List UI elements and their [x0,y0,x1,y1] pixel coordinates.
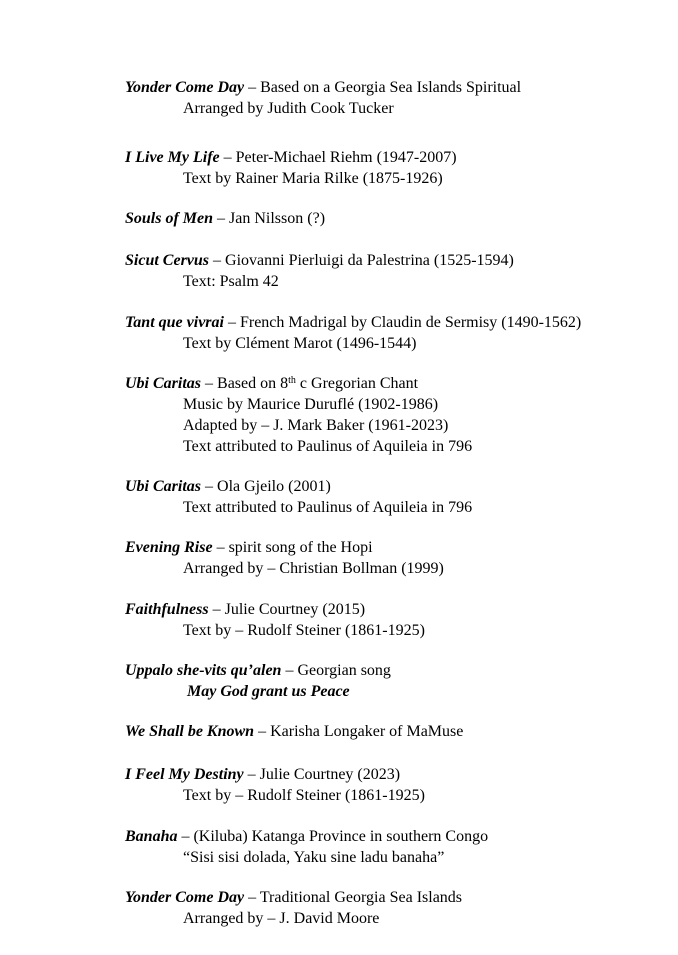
program-entry [125,537,665,579]
program-entry [125,208,665,229]
composer-info: – Jan Nilsson (?) [213,210,326,227]
entry-heading [125,77,665,98]
quote-line: “Sisi sisi dolada, Yaku sine ladu banaha” [183,849,445,866]
entry-heading [125,312,665,333]
program-entry [125,599,665,641]
credit-line: Arranged by – Christian Bollman (1999) [183,560,444,577]
piece-title: I Live My Life [125,149,220,166]
credit-line: Text by Rainer Maria Rilke (1875-1926) [183,170,443,187]
program-entry [125,312,665,354]
composer-info: – Based on a Georgia Sea Islands Spiritual [244,79,522,96]
program-entry [125,476,665,518]
piece-title: Banaha [125,828,178,845]
piece-title: Yonder Come Day [125,889,245,906]
credit-line: Text by – Rudolf Steiner (1861-1925) [183,787,425,804]
entry-heading [125,887,665,908]
entry-heading [125,250,665,271]
credit-line: Adapted by – J. Mark Baker (1961-2023) [183,417,449,434]
piece-title: Evening Rise [125,539,213,556]
piece-title: Ubi Caritas [125,478,202,495]
entry-heading [125,373,665,394]
entry-heading [125,721,665,742]
entry-heading [125,764,665,785]
credit-line: Text attributed to Paulinus of Aquileia in 796 [183,438,473,455]
entry-heading [125,208,665,229]
entry-heading [125,537,665,558]
composer-info: – Karisha Longaker of MaMuse [254,723,464,740]
program-entry [125,373,665,457]
composer-info-text: – Based on 8 [201,375,289,392]
piece-title: I Feel My Destiny [125,766,244,783]
program-entry [125,887,665,929]
piece-title: Yonder Come Day [125,79,245,96]
composer-info: – Ola Gjeilo (2001) [201,478,331,495]
credit-line: Text attributed to Paulinus of Aquileia in 796 [183,499,473,516]
credit-line: Text by – Rudolf Steiner (1861-1925) [183,622,425,639]
piece-title: Souls of Men [125,210,214,227]
credit-line: Music by Maurice Duruflé (1902-1986) [183,396,439,413]
program-entry [125,721,665,742]
program-entry [125,77,665,119]
ordinal-suffix: th [288,375,296,386]
composer-info: – Georgian song [281,662,391,679]
piece-title: Sicut Cervus [125,252,210,269]
subtitle-line: May God grant us Peace [187,683,350,700]
composer-info [201,375,418,392]
composer-info: – (Kiluba) Katanga Province in southern Congo [177,828,489,845]
piece-title: Tant que vivrai [125,314,224,331]
program-entry [125,826,665,868]
credit-line: Text: Psalm 42 [183,273,279,290]
composer-info: – Julie Courtney (2023) [243,766,401,783]
piece-title: Ubi Caritas [125,375,202,392]
program-entry [125,764,665,806]
composer-info: – Giovanni Pierluigi da Palestrina (1525-1594) [209,252,514,269]
composer-info: – Traditional Georgia Sea Islands [244,889,463,906]
composer-info-text: c Gregorian Chant [295,375,419,392]
entry-heading [125,826,665,847]
entry-heading [125,599,665,620]
piece-title: Faithfulness [125,601,209,618]
composer-info: – spirit song of the Hopi [212,539,373,556]
entry-heading [125,476,665,497]
piece-title: Uppalo she-vits qu’alen [125,662,282,679]
composer-info: – French Madrigal by Claudin de Sermisy (1490-1562) [223,314,582,331]
program-entry [125,250,665,292]
entry-heading [125,147,665,168]
entry-heading [125,660,665,681]
composer-info: – Julie Courtney (2015) [208,601,366,618]
piece-title: We Shall be Known [125,723,255,740]
credit-line: Text by Clément Marot (1496-1544) [183,335,417,352]
program-entry [125,660,665,702]
program-entry [125,147,665,189]
composer-info: – Peter-Michael Riehm (1947-2007) [219,149,457,166]
credit-line: Arranged by Judith Cook Tucker [183,100,394,117]
credit-line: Arranged by – J. David Moore [183,910,380,927]
